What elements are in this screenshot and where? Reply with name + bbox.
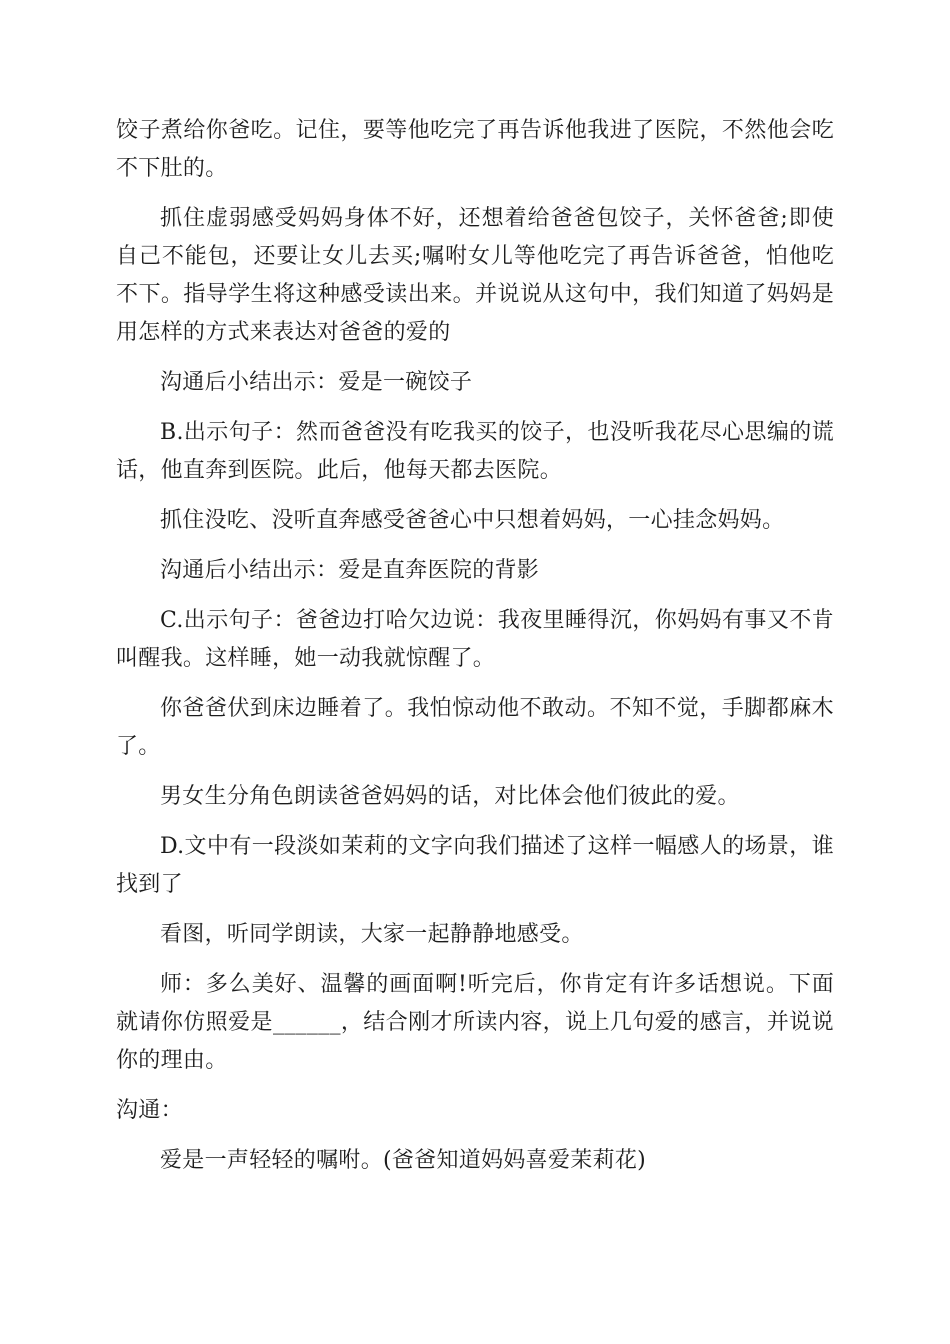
paragraph-2: 抓住虚弱感受妈妈身体不好，还想着给爸爸包饺子，关怀爸爸;即使自己不能包，还要让女儿去买;嘱咐女儿等他吃完了再告诉爸爸，怕他吃不下。指导学生将这种感受读出来。并说说从这句中，我们知道了妈妈是用怎样的方式来表达对爸爸的爱的 (116, 206, 834, 345)
paragraph-4: B.出示句子：然而爸爸没有吃我买的饺子，也没听我花尽心思编的谎话，他直奔到医院。此后，他每天都去医院。 (116, 420, 834, 483)
paragraph-5: 抓住没吃、没听直奔感受爸爸心中只想着妈妈，一心挂念妈妈。 (160, 508, 785, 533)
document-page (116, 112, 834, 1180)
paragraph-1: 饺子煮给你爸吃。记住，要等他吃完了再告诉他我进了医院，不然他会吃不下肚的。 (116, 118, 834, 181)
paragraph-11: 看图，听同学朗读，大家一起静静地感受。 (160, 922, 584, 947)
paragraph-9: 男女生分角色朗读爸爸妈妈的话，对比体会他们彼此的爱。 (160, 784, 740, 809)
paragraph-14: 爱是一声轻轻的嘱咐。(爸爸知道妈妈喜爱茉莉花) (160, 1148, 647, 1173)
paragraph-13: 沟通： (116, 1098, 183, 1123)
paragraph-10: D.文中有一段淡如茉莉的文字向我们描述了这样一幅感人的场景，谁找到了 (116, 834, 834, 897)
paragraph-6: 沟通后小结出示：爱是直奔医院的背影 (160, 558, 540, 583)
paragraph-12: 师：多么美好、温馨的画面啊!听完后，你肯定有许多话想说。下面就请你仿照爱是______，结合刚才所读内容，说上几句爱的感言，并说说你的理由。 (116, 972, 834, 1073)
paragraph-8: 你爸爸伏到床边睡着了。我怕惊动他不敢动。不知不觉，手脚都麻木了。 (116, 696, 834, 759)
paragraph-7: C.出示句子：爸爸边打哈欠边说：我夜里睡得沉，你妈妈有事又不肯叫醒我。这样睡，她一动我就惊醒了。 (116, 608, 834, 671)
paragraph-3: 沟通后小结出示：爱是一碗饺子 (160, 370, 473, 395)
